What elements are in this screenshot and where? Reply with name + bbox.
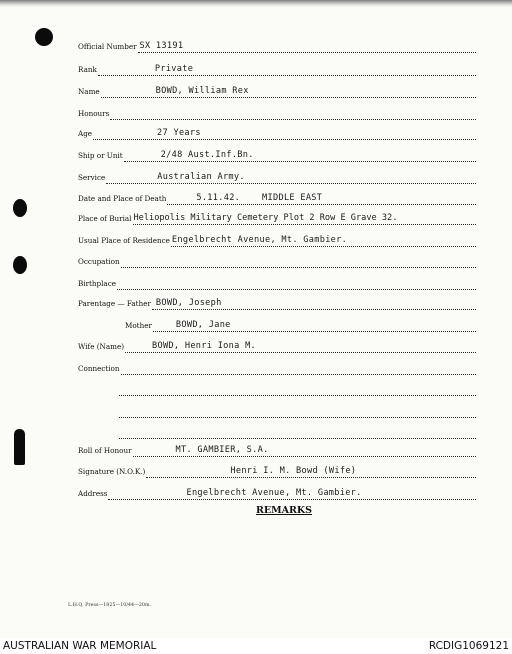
field-value: MT. GAMBIER, S.A. — [175, 445, 269, 455]
field-age — [78, 126, 476, 140]
printer-imprint: L.H.Q. Press—1825—10/44—20m. — [68, 603, 152, 608]
field-label: Service — [78, 173, 106, 182]
field-value: Heliopolis Military Cemetery Plot 2 Row E Grave 32. — [133, 213, 398, 223]
footer-record-id: RCDIG1069121 — [428, 640, 509, 652]
field-label: Official Number — [78, 42, 137, 51]
field-label: Mother — [125, 321, 152, 330]
archive-footer — [0, 638, 512, 654]
field-birthplace — [78, 276, 476, 290]
field-label: Signature (N.O.K.) — [78, 467, 146, 476]
field-label: Usual Place of Residence — [78, 236, 170, 245]
field-label: Date and Place of Death — [78, 194, 167, 203]
field-occupation — [78, 254, 476, 268]
field-residence — [78, 233, 476, 247]
field-connection — [78, 361, 476, 375]
field-value: BOWD, Henri Iona M. — [152, 341, 257, 351]
field-rank — [78, 62, 476, 76]
field-value: 5.11.42. MIDDLE EAST — [196, 193, 323, 203]
field-label: Age — [78, 129, 93, 138]
punch-hole — [13, 256, 27, 274]
field-connection-line — [118, 425, 476, 439]
punch-hole-tag — [14, 429, 25, 465]
field-date-place-death — [78, 191, 476, 205]
field-value: Engelbrecht Avenue, Mt. Gambier. — [186, 488, 362, 498]
field-connection-line — [118, 404, 476, 418]
field-label: Name — [78, 87, 100, 96]
field-label: Parentage — Father — [78, 299, 151, 308]
field-label: Birthplace — [78, 279, 116, 288]
field-label: Occupation — [78, 257, 120, 266]
punch-hole — [13, 199, 27, 217]
field-wife — [78, 339, 476, 353]
field-official-number — [78, 39, 476, 53]
field-service — [78, 170, 476, 184]
field-value: SX 13191 — [139, 41, 184, 51]
footer-institution: AUSTRALIAN WAR MEMORIAL — [3, 640, 157, 652]
remarks-heading: REMARKS — [256, 505, 313, 516]
field-label: Place of Burial — [78, 214, 132, 223]
field-value: Henri I. M. Bowd (Wife) — [230, 466, 357, 476]
field-ship-unit — [78, 148, 476, 162]
field-address — [78, 486, 476, 500]
field-honours — [78, 106, 476, 120]
field-mother — [125, 318, 476, 332]
field-connection-line — [118, 382, 476, 396]
field-roll-of-honour — [78, 443, 476, 457]
field-label: Honours — [78, 109, 110, 118]
field-label: Rank — [78, 65, 97, 74]
punch-hole-top — [35, 28, 53, 46]
field-label: Address — [78, 489, 108, 498]
field-value: BOWD, Joseph — [155, 298, 222, 308]
field-value: 27 Years — [157, 128, 201, 138]
field-name — [78, 84, 476, 98]
field-value: Engelbrecht Avenue, Mt. Gambier. — [171, 235, 348, 245]
field-label: Connection — [78, 364, 120, 373]
field-value: Private — [154, 64, 194, 74]
field-father — [78, 296, 476, 310]
field-label: Roll of Honour — [78, 446, 132, 455]
field-value: Australian Army. — [157, 172, 245, 182]
field-value: BOWD, William Rex — [155, 86, 249, 96]
field-signature — [78, 464, 476, 478]
field-value: BOWD, Jane — [175, 320, 231, 330]
field-place-burial — [78, 211, 476, 225]
field-value: 2/48 Aust.Inf.Bn. — [160, 150, 254, 160]
field-label: Ship or Unit — [78, 151, 123, 160]
scan-edge — [0, 0, 512, 7]
field-label: Wife (Name) — [78, 342, 125, 351]
